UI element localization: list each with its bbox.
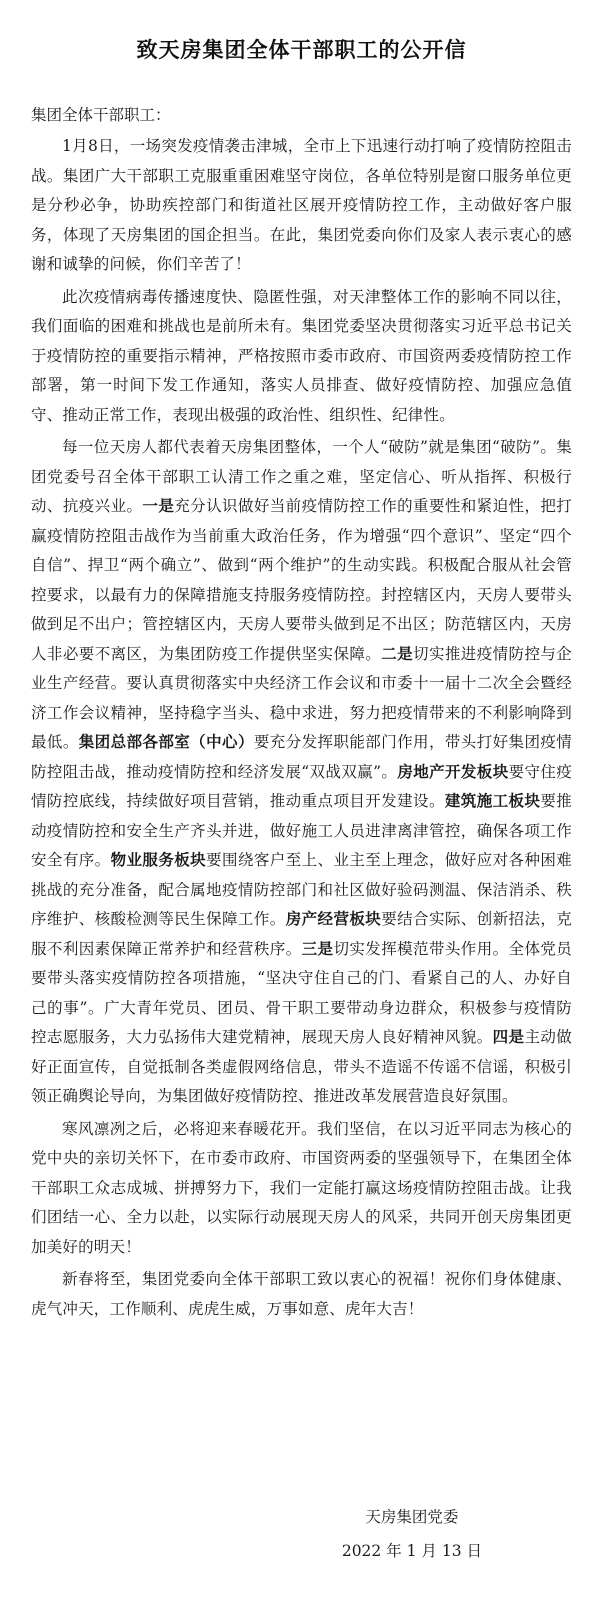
paragraph-1: 1月8日，一场突发疫情袭击津城，全市上下迅速行动打响了疫情防控阻击战。集团广大干部职工克服重重困难坚守岗位，各单位特别是窗口服务单位更是分秒必争，协助疾控部门和街道社区展开疫情防控工作，主动做好客户服务，体现了天房集团的国企担当。在此，集团党委向你们及家人表示衷心的感谢和诚挚的问候，你们辛苦了！ [31,137,572,273]
paragraph-4: 寒风凛冽之后，必将迎来春暖花开。我们坚信，在以习近平同志为核心的党中央的亲切关怀下，在市委市政府、市国资两委的坚强领导下，在集团全体干部职工众志成城、拼搏努力下，我们一定能打赢这场疫情防控阻击战。让我们团结一心、全力以赴，以实际行动展现天房人的风采，共同开创天房集团更加美好的明天！ [31,1119,572,1256]
paragraph-3-text: 要守住疫情防控底线，持续做好项目营销，推动重点项目开发建设。 [31,762,572,810]
paragraph-3-text: 要围绕客户至上、业主至上理念，做好应对各种困难挑战的充分准备，配合属地疫情防控部门和社区做好验码测温、保洁消杀、秩序维护、核酸检测等民生保障工作。 [31,851,572,928]
bold-property-service: 物业服务板块 [110,851,207,869]
paragraph-3-text: 要结合实际、创新招法，克服不利因素保障正常养护和经营秩序。 [31,910,573,958]
paragraph-5: 新春将至，集团党委向全体干部职工致以衷心的祝福！祝你们身体健康、虎气冲天，工作顺利、虎虎生威，万事如意、虎年大吉！ [31,1270,572,1318]
paragraph-3-text: 要推动疫情防控和安全生产齐头并进，做好施工人员进津离津管控，确保各项工作安全有序。 [31,792,573,869]
paragraph-3-text: 主动做好正面宣传，自觉抵制各类虚假网络信息，带头不造谣不传谣不信谣，积极引领正确舆论导向，为集团做好疫情防控、推进改革发展营造良好氛围。 [31,1028,572,1105]
paragraph-3-text: 每一位天房人都代表着天房集团整体，一个人“破防”就是集团“破防”。集团党委号召全体干部职工认清工作之重之难，坚定信心、听从指挥、积极行动、抗疫兴业。 [31,438,572,515]
signature-block [342,1500,482,1568]
bold-point-4: 四是 [492,1028,525,1046]
letter-title: 致天房集团全体干部职工的公开信 [136,38,467,62]
bold-property-operation: 房产经营板块 [285,910,382,928]
paragraph-3 [31,433,572,1112]
paragraph-3-text: 要充分发挥职能部门作用，带头打好集团疫情防控阻击战，推动疫情防控和经济发展“双战双赢”。 [31,733,572,781]
paragraph-3-text: 切实推进疫情防控与企业生产经营。要认真贯彻落实中央经济工作会议和市委十一届十二次全会暨经济工作会议精神，坚持稳字当头、稳中求进，努力把疫情带来的不利影响降到最低。 [31,644,572,751]
bold-construction: 建筑施工板块 [444,792,541,810]
paragraph-2: 此次疫情病毒传播速度快、隐匿性强，对天津整体工作的影响不同以往，我们面临的困难和挑战也是前所未有。集团党委坚决贯彻落实习近平总书记关于疫情防控的重要指示精神，严格按照市委市政府、市国资两委疫情防控工作部署，第一时间下发工作通知，落实人员排查、做好疫情防控、加强应急值守、推动正常工作，表现出极强的政治性、组织性、纪律性。 [31,287,572,424]
signature-date: 2022 年 1 月 13 日 [341,1542,482,1560]
bold-point-3: 三是 [301,939,334,958]
paragraph-3-text: 充分认识做好当前疫情防控工作的重要性和紧迫性，把打赢疫情防控阻击战作为当前重大政治任务，作为增强“四个意识”、坚定“四个自信”、捍卫“两个确立”、做到“两个维护”的生动实践。积极配合服从社会管控要求，以最有力的保障措施支持服务疫情防控。封控辖区内，天房人要带头做到足不出户；管控辖区内，天房人要带头做到足不出区；防范辖区内，天房人非必要不离区，为集团防疫工作提供坚实保障。 [31,497,572,663]
bold-point-2: 二是 [381,644,414,663]
salutation: 集团全体干部职工： [31,106,171,124]
signature-org: 天房集团党委 [365,1508,459,1526]
bold-point-1: 一是 [142,497,175,515]
paragraph-3-text: 切实发挥模范带头作用。全体党员要带头落实疫情防控各项措施，“坚决守住自己的门、看紧自己的人、办好自己的事”。广大青年党员、团员、骨干职工要带动身边群众，积极参与疫情防控志愿服务，大力弘扬伟大建党精神，展现天房人良好精神风貌。 [31,939,572,1046]
bold-headquarters: 集团总部各部室（中心） [78,733,254,751]
bold-real-estate-dev: 房地产开发板块 [397,762,509,781]
